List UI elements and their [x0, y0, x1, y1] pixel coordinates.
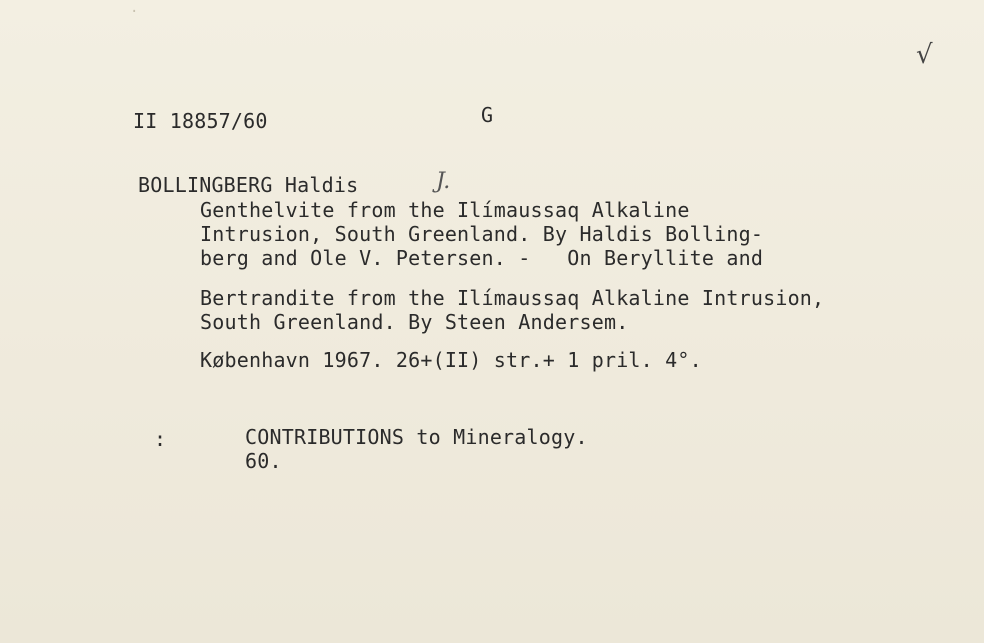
location-code: G	[481, 103, 494, 127]
series-title: CONTRIBUTIONS to Mineralogy.	[245, 425, 588, 449]
title-line-5: South Greenland. By Steen Andersem.	[200, 310, 629, 334]
call-number: II 18857/60	[133, 109, 268, 133]
title-line-3: berg and Ole V. Petersen. - On Beryllite and	[200, 246, 764, 270]
check-mark: √	[916, 40, 933, 70]
author-initial: J.	[436, 169, 451, 194]
title-line-1: Genthelvite from the Ilímaussaq Alkaline	[200, 198, 690, 222]
series-marker: :	[154, 427, 167, 451]
title-line-4: Bertrandite from the Ilímaussaq Alkaline Intrusion,	[200, 286, 825, 310]
speck: ·	[130, 4, 139, 20]
series-number: 60.	[245, 449, 282, 473]
author: BOLLINGBERG Haldis	[138, 173, 359, 197]
imprint: København 1967. 26+(II) str.+ 1 pril. 4°.	[200, 348, 702, 372]
title-line-2: Intrusion, South Greenland. By Haldis Bolling-	[200, 222, 764, 246]
